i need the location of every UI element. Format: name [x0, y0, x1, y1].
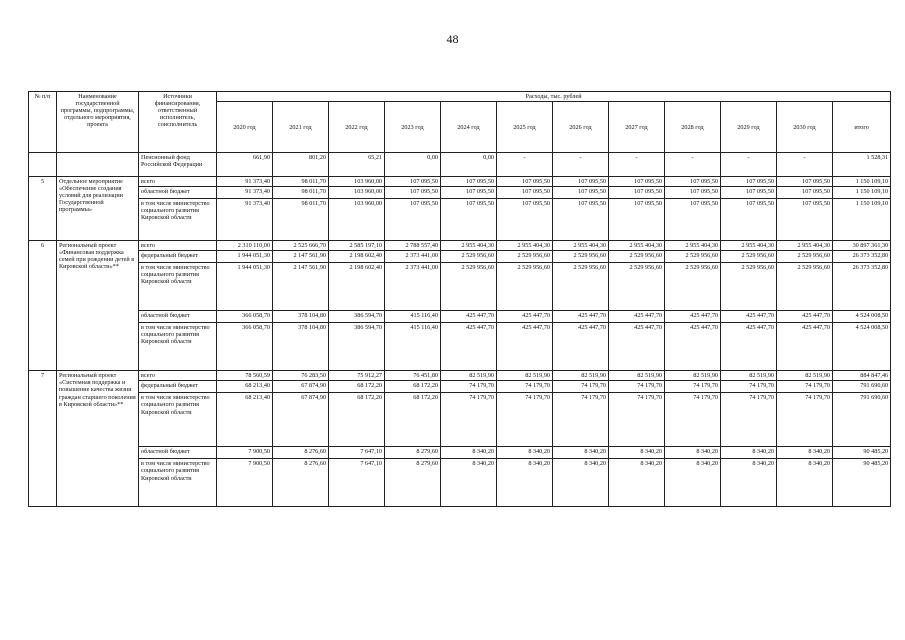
cell-amount: 74 179,70 [721, 393, 777, 447]
cell-funding-source: федеральный бюджет [139, 251, 217, 263]
cell-amount: 67 874,90 [273, 393, 329, 447]
header-source: Источники финансирования, ответственный исполнитель, соисполнитель [139, 92, 217, 153]
cell-funding-source: федеральный бюджет [139, 381, 217, 393]
cell-amount: 107 095,50 [609, 199, 665, 241]
cell-amount: 2 529 956,60 [665, 251, 721, 263]
cell-amount: 2 373 441,00 [385, 263, 441, 311]
cell-amount: 74 179,70 [441, 393, 497, 447]
cell-funding-source: Пенсионный фонд Российской Федерации [139, 153, 217, 177]
header-year: 2030 год [777, 102, 833, 153]
page-number: 48 [446, 32, 459, 46]
cell-amount: 2 198 602,40 [329, 263, 385, 311]
table-row [29, 323, 891, 371]
cell-total: 90 485,20 [833, 459, 891, 507]
cell-amount: 107 095,50 [441, 199, 497, 241]
cell-amount: 378 104,80 [273, 323, 329, 371]
cell-amount: 2 955 404,30 [553, 241, 609, 251]
cell-amount: 7 647,10 [329, 447, 385, 459]
header-year: 2026 год [553, 102, 609, 153]
cell-amount: 2 529 956,60 [497, 251, 553, 263]
cell-amount: 74 179,70 [665, 393, 721, 447]
table-row [29, 263, 891, 311]
cell-total: 1 150 109,10 [833, 177, 891, 187]
cell-amount: 107 095,50 [777, 177, 833, 187]
cell-amount: 103 960,00 [329, 187, 385, 199]
cell-amount: 103 960,00 [329, 199, 385, 241]
cell-amount: 2 529 956,60 [609, 251, 665, 263]
cell-amount: 74 179,70 [665, 381, 721, 393]
cell-amount: 68 172,20 [385, 381, 441, 393]
cell-row-number: 6 [29, 241, 57, 371]
cell-amount: 68 213,40 [217, 393, 273, 447]
cell-amount: 82 519,90 [497, 371, 553, 381]
cell-amount: 0,00 [385, 153, 441, 177]
cell-amount: 107 095,50 [553, 177, 609, 187]
cell-total: 1 150 109,10 [833, 199, 891, 241]
cell-amount: 74 179,70 [553, 393, 609, 447]
cell-amount: 8 340,20 [665, 459, 721, 507]
cell-funding-source: всего [139, 241, 217, 251]
cell-amount: 103 960,00 [329, 177, 385, 187]
cell-amount: 8 340,20 [497, 459, 553, 507]
cell-amount: 107 095,50 [609, 187, 665, 199]
header-year: 2022 год [329, 102, 385, 153]
cell-amount: 425 447,70 [497, 311, 553, 323]
cell-amount: 2 529 956,60 [553, 251, 609, 263]
header-year: итого [833, 102, 891, 153]
cell-amount: 366 058,70 [217, 311, 273, 323]
cell-amount: 2 147 561,90 [273, 251, 329, 263]
header-no: № п/п [29, 92, 57, 153]
cell-amount: 2 955 404,30 [721, 241, 777, 251]
table-row [29, 251, 891, 263]
header-expenses-title: Расходы, тыс. рублей [217, 92, 891, 102]
cell-amount: 107 095,50 [441, 177, 497, 187]
cell-funding-source: в том числе министерство социального развития Кировской области [139, 263, 217, 311]
cell-total: 4 524 008,50 [833, 311, 891, 323]
cell-amount: 425 447,70 [777, 311, 833, 323]
cell-amount: - [721, 153, 777, 177]
cell-total: 4 524 008,50 [833, 323, 891, 371]
cell-amount: 91 373,40 [217, 187, 273, 199]
cell-amount: 1 944 051,30 [217, 251, 273, 263]
cell-amount: 8 276,60 [273, 447, 329, 459]
cell-total: 30 897 361,30 [833, 241, 891, 251]
cell-amount: 8 340,20 [777, 459, 833, 507]
header-year: 2027 год [609, 102, 665, 153]
cell-amount: 2 955 404,30 [777, 241, 833, 251]
table-row [29, 153, 891, 177]
cell-amount: 8 340,20 [497, 447, 553, 459]
cell-amount: 2 955 404,30 [441, 241, 497, 251]
cell-amount: 107 095,50 [721, 177, 777, 187]
cell-total: 90 485,20 [833, 447, 891, 459]
cell-amount: 425 447,70 [665, 323, 721, 371]
cell-amount: 415 116,40 [385, 311, 441, 323]
cell-amount: 107 095,50 [665, 199, 721, 241]
cell-funding-source: областной бюджет [139, 311, 217, 323]
cell-amount: 82 519,90 [441, 371, 497, 381]
cell-amount: 2 955 404,30 [665, 241, 721, 251]
cell-amount: 68 172,20 [329, 393, 385, 447]
cell-amount: 425 447,70 [553, 311, 609, 323]
cell-funding-source: в том числе министерство социального развития Кировской области [139, 393, 217, 447]
cell-amount: 425 447,70 [497, 323, 553, 371]
cell-amount: 2 529 956,60 [441, 251, 497, 263]
cell-amount: 378 104,80 [273, 311, 329, 323]
cell-amount: 2 585 197,10 [329, 241, 385, 251]
cell-amount: 8 340,20 [777, 447, 833, 459]
cell-amount: 107 095,50 [665, 187, 721, 199]
cell-amount: 2 788 557,40 [385, 241, 441, 251]
cell-total: 1 150 109,10 [833, 187, 891, 199]
cell-funding-source: в том числе министерство социального развития Кировской области [139, 199, 217, 241]
cell-amount: 2 529 956,60 [777, 263, 833, 311]
cell-amount: 425 447,70 [609, 323, 665, 371]
table-row [29, 393, 891, 447]
cell-amount: 425 447,70 [609, 311, 665, 323]
cell-amount: 425 447,70 [777, 323, 833, 371]
cell-amount: 68 213,40 [217, 381, 273, 393]
cell-amount: 2 955 404,30 [497, 241, 553, 251]
cell-amount: 91 373,40 [217, 199, 273, 241]
cell-amount: 107 095,50 [777, 199, 833, 241]
cell-amount: 107 095,50 [441, 187, 497, 199]
header-year: 2025 год [497, 102, 553, 153]
cell-amount: 74 179,70 [609, 393, 665, 447]
table-row [29, 199, 891, 241]
cell-amount: 425 447,70 [553, 323, 609, 371]
cell-row-number: 5 [29, 177, 57, 241]
cell-amount: 76 283,50 [273, 371, 329, 381]
cell-amount: 7 900,50 [217, 459, 273, 507]
cell-amount: 76 451,80 [385, 371, 441, 381]
cell-amount: 8 340,20 [553, 459, 609, 507]
cell-amount: 366 058,70 [217, 323, 273, 371]
cell-amount: 425 447,70 [665, 311, 721, 323]
cell-amount: 107 095,50 [721, 199, 777, 241]
cell-amount: 65,21 [329, 153, 385, 177]
cell-program-name [57, 153, 139, 177]
cell-row-number: 7 [29, 371, 57, 507]
cell-total: 884 847,46 [833, 371, 891, 381]
cell-amount: 68 172,20 [385, 393, 441, 447]
cell-amount: 8 340,20 [721, 447, 777, 459]
cell-amount: 386 594,70 [329, 311, 385, 323]
cell-amount: 67 874,90 [273, 381, 329, 393]
cell-amount: 74 179,70 [777, 393, 833, 447]
cell-amount: 107 095,50 [553, 187, 609, 199]
cell-amount: 82 519,90 [665, 371, 721, 381]
cell-amount: 7 647,10 [329, 459, 385, 507]
cell-amount: 2 198 602,40 [329, 251, 385, 263]
cell-funding-source: всего [139, 371, 217, 381]
cell-amount: 2 529 956,60 [441, 263, 497, 311]
cell-amount: 2 147 561,90 [273, 263, 329, 311]
table-row [29, 187, 891, 199]
cell-amount: 8 276,60 [273, 459, 329, 507]
table-row [29, 459, 891, 507]
cell-amount: 107 095,50 [385, 177, 441, 187]
cell-amount: 2 955 404,30 [609, 241, 665, 251]
cell-amount: 8 340,20 [441, 459, 497, 507]
cell-amount: 107 095,50 [665, 177, 721, 187]
cell-amount: 75 912,27 [329, 371, 385, 381]
cell-amount: 8 340,20 [609, 459, 665, 507]
cell-amount: 8 340,20 [609, 447, 665, 459]
cell-amount: 425 447,70 [721, 311, 777, 323]
cell-total: 1 528,31 [833, 153, 891, 177]
table-row [29, 241, 891, 251]
cell-funding-source: областной бюджет [139, 187, 217, 199]
header-year: 2020 год [217, 102, 273, 153]
cell-program-name: Региональный проект «Финансовая поддержка семей при рождении детей в Кировской области»** [57, 241, 139, 371]
cell-amount: 82 519,90 [721, 371, 777, 381]
budget-table [28, 91, 891, 507]
cell-amount: 2 525 666,70 [273, 241, 329, 251]
cell-amount: 7 900,50 [217, 447, 273, 459]
cell-amount: 74 179,70 [777, 381, 833, 393]
cell-program-name: Отдельное мероприятие «Обеспечение создания условий для реализации Государственной программы» [57, 177, 139, 241]
cell-amount: 91 373,40 [217, 177, 273, 187]
cell-amount: 2 529 956,60 [497, 263, 553, 311]
cell-amount: 425 447,70 [441, 311, 497, 323]
cell-amount: 8 340,20 [441, 447, 497, 459]
cell-amount: 78 560,59 [217, 371, 273, 381]
cell-amount: 2 373 441,00 [385, 251, 441, 263]
header-year: 2023 год [385, 102, 441, 153]
cell-total: 791 690,60 [833, 381, 891, 393]
cell-amount: 82 519,90 [609, 371, 665, 381]
cell-amount: 2 529 956,60 [721, 263, 777, 311]
cell-amount: 74 179,70 [497, 393, 553, 447]
cell-amount: 107 095,50 [497, 187, 553, 199]
cell-amount: 2 529 956,60 [777, 251, 833, 263]
cell-amount: - [665, 153, 721, 177]
cell-amount: 425 447,70 [441, 323, 497, 371]
cell-funding-source: в том числе министерство социального развития Кировской области [139, 459, 217, 507]
table-row [29, 371, 891, 381]
header-year: 2028 год [665, 102, 721, 153]
cell-amount: 107 095,50 [497, 177, 553, 187]
cell-amount: 98 011,70 [273, 199, 329, 241]
table-row [29, 381, 891, 393]
cell-amount: 107 095,50 [497, 199, 553, 241]
cell-amount: 82 519,90 [777, 371, 833, 381]
header-year: 2021 год [273, 102, 329, 153]
cell-amount: 0,00 [441, 153, 497, 177]
cell-amount: 8 340,20 [721, 459, 777, 507]
cell-amount: 8 279,60 [385, 447, 441, 459]
cell-amount: 74 179,70 [609, 381, 665, 393]
cell-funding-source: в том числе министерство социального развития Кировской области [139, 323, 217, 371]
cell-amount: 107 095,50 [553, 199, 609, 241]
table-header [29, 92, 891, 153]
cell-amount: 801,20 [273, 153, 329, 177]
cell-program-name: Региональный проект «Системная поддержка и повышение качества жизни граждан старшего поколения в Кировской области»** [57, 371, 139, 507]
cell-amount: - [777, 153, 833, 177]
cell-amount: 107 095,50 [721, 187, 777, 199]
header-year: 2029 год [721, 102, 777, 153]
cell-amount: 98 011,70 [273, 187, 329, 199]
cell-amount: 107 095,50 [385, 187, 441, 199]
cell-amount: 74 179,70 [497, 381, 553, 393]
cell-amount: 107 095,50 [777, 187, 833, 199]
table-row [29, 177, 891, 187]
cell-funding-source: областной бюджет [139, 447, 217, 459]
header-year: 2024 год [441, 102, 497, 153]
header-name: Наименование государственной программы, подпрограммы, отдельного мероприятия, проекта [57, 92, 139, 153]
cell-amount: - [609, 153, 665, 177]
cell-amount: 8 340,20 [553, 447, 609, 459]
cell-amount: 2 529 956,60 [665, 263, 721, 311]
cell-amount: 2 310 110,00 [217, 241, 273, 251]
table-row [29, 447, 891, 459]
cell-total: 26 373 352,80 [833, 263, 891, 311]
cell-funding-source: всего [139, 177, 217, 187]
cell-amount: 415 116,40 [385, 323, 441, 371]
cell-amount: 98 011,70 [273, 177, 329, 187]
cell-amount: 2 529 956,60 [553, 263, 609, 311]
cell-amount: 68 172,20 [329, 381, 385, 393]
table-body [29, 153, 891, 507]
cell-total: 791 690,60 [833, 393, 891, 447]
cell-amount: 74 179,70 [721, 381, 777, 393]
cell-total: 26 373 352,80 [833, 251, 891, 263]
cell-amount: 8 340,20 [665, 447, 721, 459]
cell-row-number [29, 153, 57, 177]
cell-amount: - [553, 153, 609, 177]
cell-amount: 74 179,70 [553, 381, 609, 393]
cell-amount: 2 529 956,60 [721, 251, 777, 263]
cell-amount: 82 519,90 [553, 371, 609, 381]
cell-amount: 1 944 051,30 [217, 263, 273, 311]
table-row [29, 311, 891, 323]
cell-amount: 386 594,70 [329, 323, 385, 371]
cell-amount: 74 179,70 [441, 381, 497, 393]
cell-amount: 107 095,50 [385, 199, 441, 241]
cell-amount: 107 095,50 [609, 177, 665, 187]
cell-amount: 2 529 956,60 [609, 263, 665, 311]
cell-amount: 661,90 [217, 153, 273, 177]
cell-amount: 425 447,70 [721, 323, 777, 371]
cell-amount: - [497, 153, 553, 177]
cell-amount: 8 279,60 [385, 459, 441, 507]
